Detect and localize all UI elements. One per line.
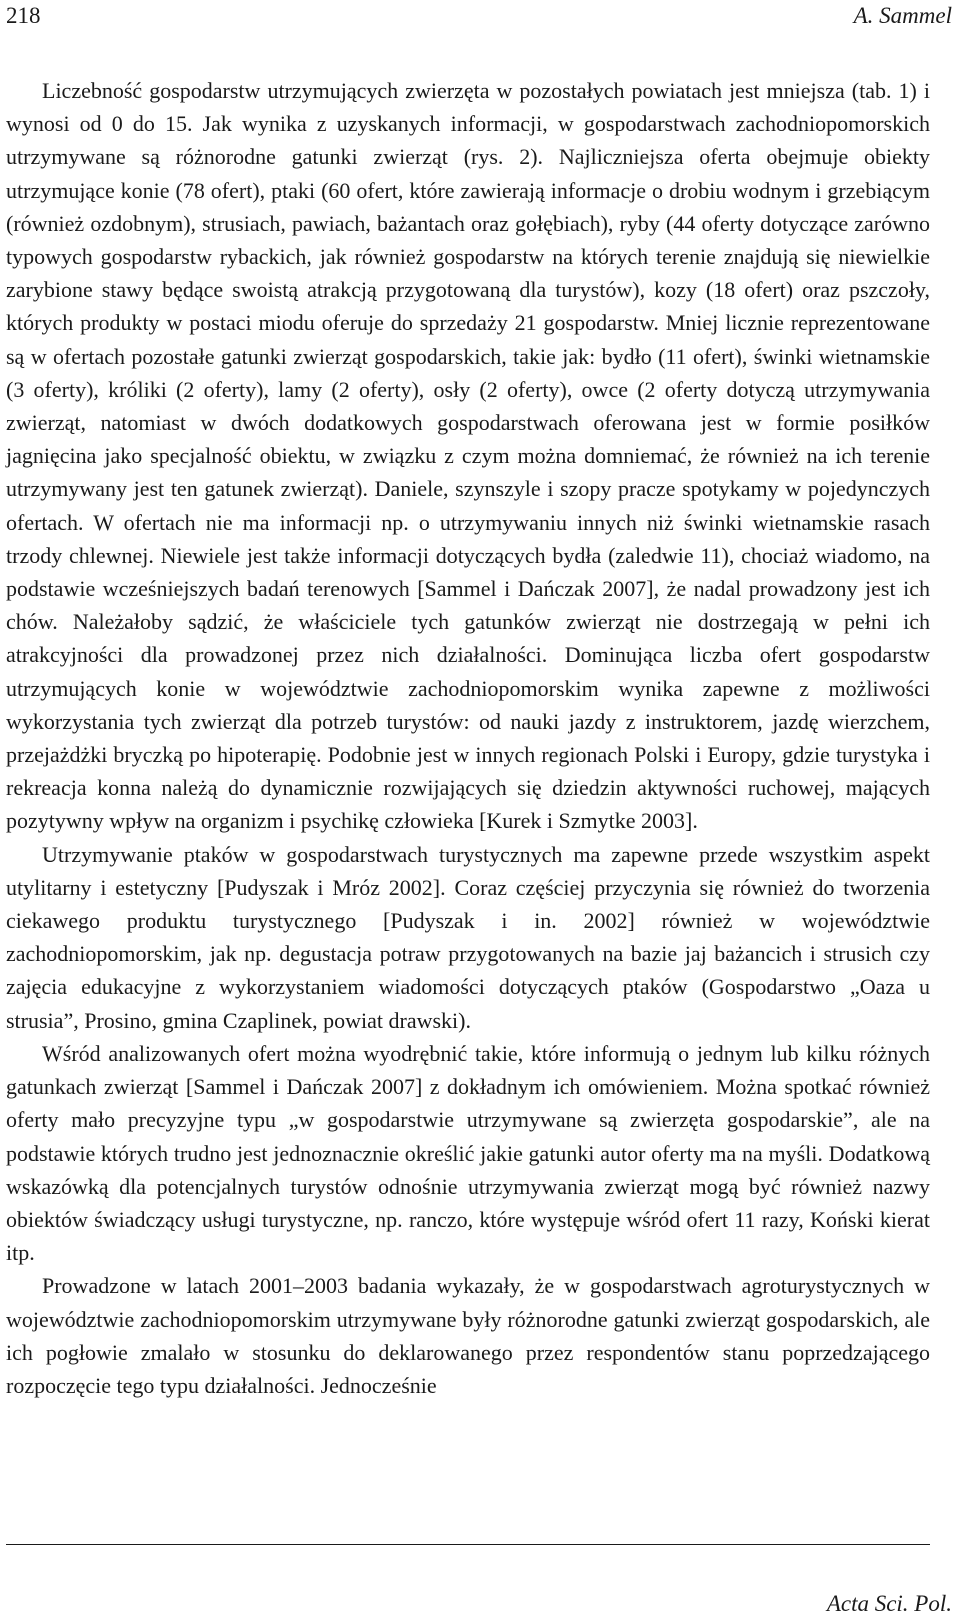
page-number: 218 [6, 3, 41, 28]
journal-name: Acta Sci. Pol. [826, 1591, 952, 1616]
paragraph: Liczebność gospodarstw utrzymujących zwierzęta w pozostałych powiatach jest mniejsza (tab. 1) i wynosi od 0 do 15. Jak wynika z uzyskanych informacji, w gospodarstwach zachodniopomorskich utrzymywane są różnorodne gatunki zwierząt (rys. 2). Najliczniejsza oferta obejmuje obiekty utrzymujące konie (78 ofert), ptaki (60 ofert, które zawierają informacje o drobiu wodnym i grzebiącym (również ozdobnym), strusiach, pawiach, bażantach oraz gołębiach), ryby (44 oferty dotyczące zarówno typowych gospodarstw rybackich, jak również gospodarstw na których terenie znajdują się niewielkie zarybione stawy będące swoistą atrakcją przygotowaną dla turystów), kozy (18 ofert) oraz pszczoły, których produkty w postaci miodu oferuje do sprzedaży 21 gospodarstw. Mniej licznie reprezentowane są w ofertach pozostałe gatunki zwierząt gospodarskich, takie jak: bydło (11 ofert), świnki wietnamskie (3 oferty), króliki (2 oferty), lamy (2 oferty), osły (2 oferty), owce (2 oferty dotyczą utrzymywania zwierząt, natomiast w dwóch dodatkowych gospodarstwach oferowana jest w formie posiłków jagnięcina jako specjalność obiektu, w związku z czym można domniemać, że również na ich terenie utrzymywany jest ten gatunek zwierząt). Daniele, szynszyle i szopy pracze spotykamy w pojedynczych ofertach. W ofertach nie ma informacji np. o utrzymywaniu innych niż świnki wietnamskie rasach trzody chlewnej. Niewiele jest także informacji dotyczących bydła (zaledwie 11), chociaż wiadomo, na podstawie wcześniejszych badań terenowych [Sammel i Dańczak 2007], że nadal prowadzony jest ich chów. Należałoby sądzić, że właściciele tych gatunków zwierząt nie dostrzegają w pełni ich atrakcyjności dla prowadzonej przez nich działalności. Dominująca liczba ofert gospodarstw utrzymujących konie w województwie zachodniopomorskim wynika zapewne z możliwości wykorzystania tych zwierząt dla potrzeb turystów: od nauki jazdy z instruktorem, jazdę wierzchem, przejażdżki bryczką po hipoterapię. Podobnie jest w innych regionach Polski i Europy, gdzie turystyka i rekreacja konna należą do dynamicznie rozwijających się dziedzin aktywności ruchowej, mających pozytywny wpływ na organizm i psychikę człowieka [Kurek i Szmytke 2003]. [6, 78, 930, 834]
paragraph: Wśród analizowanych ofert można wyodrębnić takie, które informują o jednym lub kilku różnych gatunkach zwierząt [Sammel i Dańczak 2007] z dokładnym ich omówieniem. Można spotkać również oferty mało precyzyjne typu „w gospodarstwie utrzymywane są zwierzęta gospodarskie”, ale na podstawie których trudno jest jednoznacznie określić jakie gatunki autor oferty ma na myśli. Dodatkową wskazówką dla potencjalnych turystów odnośnie utrzymywania zwierząt mogą być również nazwy obiektów świadczący usługi turystyczne, np. ranczo, które występuje wśród ofert 11 razy, Koński kierat itp. [6, 1040, 930, 1266]
article-body [6, 74, 930, 1402]
paragraph: Prowadzone w latach 2001–2003 badania wykazały, że w gospodarstwach agroturystycznych w województwie zachodniopomorskim utrzymywane były różnorodne gatunki zwierząt gospodarskich, ale ich pogłowie zmalało w stosunku do deklarowanego przez respondentów stanu poprzedzającego rozpoczęcie tego typu działalności. Jednocześnie [6, 1273, 930, 1398]
running-header-author: A. Sammel [853, 3, 952, 28]
footer-divider [6, 1544, 930, 1545]
paragraph: Utrzymywanie ptaków w gospodarstwach turystycznych ma zapewne przede wszystkim aspekt utylitarny i estetyczny [Pudyszak i Mróz 2002]. Coraz częściej przyczynia się również do tworzenia ciekawego produktu turystycznego [Pudyszak i in. 2002] również w województwie zachodniopomorskim, jak np. degustacja potraw przygotowanych na bazie jaj bażancich i strusich czy zajęcia edukacyjne z wykorzystaniem wiadomości dotyczących ptaków (Gospodarstwo „Oaza u strusia”, Prosino, gmina Czaplinek, powiat drawski). [6, 841, 930, 1033]
